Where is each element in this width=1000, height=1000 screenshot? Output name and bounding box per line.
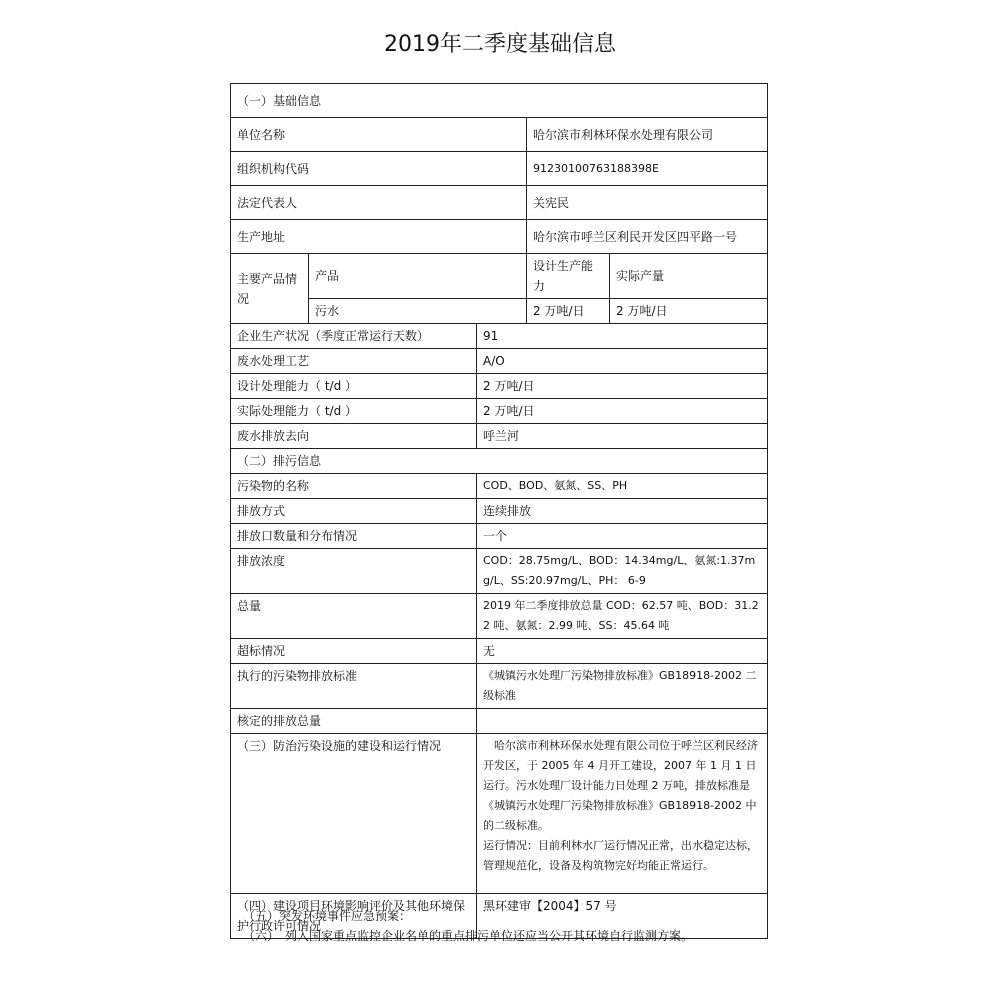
standard-value: 《城镇污水处理厂污染物排放标准》GB18918-2002 二级标准 <box>477 664 768 709</box>
notes <box>243 906 693 946</box>
capacity-value: 2 万吨/日 <box>527 299 610 324</box>
eia-value: 黑环建审【2004】57 号 <box>477 894 768 939</box>
output-value: 2 万吨/日 <box>610 299 768 324</box>
facility-value <box>477 734 768 894</box>
pollutant-label: 污染物的名称 <box>231 474 477 499</box>
address-label: 生产地址 <box>231 220 527 254</box>
info-table <box>230 83 768 939</box>
standard-label: 执行的污染物排放标准 <box>231 664 477 709</box>
concentration-label: 排放浓度 <box>231 549 477 594</box>
page-title: 2019年二季度基础信息 <box>384 32 616 57</box>
actual-capacity-value: 2 万吨/日 <box>477 399 768 424</box>
eia-label: （四）建设项目环境影响评价及其他环境保护行政许可情况 <box>231 894 477 939</box>
legal-rep-label: 法定代表人 <box>231 186 527 220</box>
section-1-header: （一）基础信息 <box>231 84 768 118</box>
org-name-value: 哈尔滨市利林环保水处理有限公司 <box>527 118 768 152</box>
discharge-dest-label: 废水排放去向 <box>231 424 477 449</box>
note-5: （五）突发环境事件应急预案： <box>243 909 412 923</box>
address-value: 哈尔滨市呼兰区利民开发区四平路一号 <box>527 220 768 254</box>
product-col-header: 产品 <box>309 254 527 299</box>
section-2-header: （二）排污信息 <box>231 449 768 474</box>
note-6: （六） 列入国家重点监控企业名单的重点排污单位还应当公开其环境自行监测方案。 <box>243 929 694 943</box>
approved-total-value <box>477 709 768 734</box>
org-code-label: 组织机构代码 <box>231 152 527 186</box>
actual-capacity-label: 实际处理能力（ t/d ） <box>231 399 477 424</box>
exceed-label: 超标情况 <box>231 639 477 664</box>
process-label: 废水处理工艺 <box>231 349 477 374</box>
outlet-count-label: 排放口数量和分布情况 <box>231 524 477 549</box>
total-label: 总量 <box>231 594 477 639</box>
facility-para-1: 哈尔滨市利林环保水处理有限公司位于呼兰区利民经济开发区，于 2005 年 4 月开工建设，2007 年 1 月 1 日运行。污水处理厂设计能力日处理 2 万吨，排放标准是《城镇污水处理厂污染物排放标准》GB18918-2002 中的二级标准。 <box>483 739 758 832</box>
run-days-label: 企业生产状况（季度正常运行天数） <box>231 324 477 349</box>
total-value: 2019 年二季度排放总量 COD：62.57 吨、BOD：31.22 吨、氨氮：2.99 吨、SS：45.64 吨 <box>477 594 768 639</box>
product-label: 主要产品情况 <box>231 254 309 324</box>
design-capacity-label: 设计处理能力（ t/d ） <box>231 374 477 399</box>
design-capacity-value: 2 万吨/日 <box>477 374 768 399</box>
exceed-value: 无 <box>477 639 768 664</box>
pollutant-value: COD、BOD、氨氮、SS、PH <box>477 474 768 499</box>
legal-rep-value: 关宪民 <box>527 186 768 220</box>
approved-total-label: 核定的排放总量 <box>231 709 477 734</box>
discharge-mode-label: 排放方式 <box>231 499 477 524</box>
output-col-header: 实际产量 <box>610 254 768 299</box>
process-value: A/O <box>477 349 768 374</box>
org-code-value: 91230100763188398E <box>527 152 768 186</box>
concentration-value: COD：28.75mg/L、BOD：14.34mg/L、氨氮:1.37mg/L、SS:20.97mg/L、PH： 6-9 <box>477 549 768 594</box>
org-name-label: 单位名称 <box>231 118 527 152</box>
discharge-mode-value: 连续排放 <box>477 499 768 524</box>
capacity-col-header: 设计生产能力 <box>527 254 610 299</box>
facility-label: （三）防治污染设施的建设和运行情况 <box>231 734 477 894</box>
discharge-dest-value: 呼兰河 <box>477 424 768 449</box>
run-days-value: 91 <box>477 324 768 349</box>
outlet-count-value: 一个 <box>477 524 768 549</box>
facility-para-2: 运行情况：目前利林水厂运行情况正常，出水稳定达标，管理规范化，设备及构筑物完好均能正常运行。 <box>483 839 758 872</box>
product-value: 污水 <box>309 299 527 324</box>
